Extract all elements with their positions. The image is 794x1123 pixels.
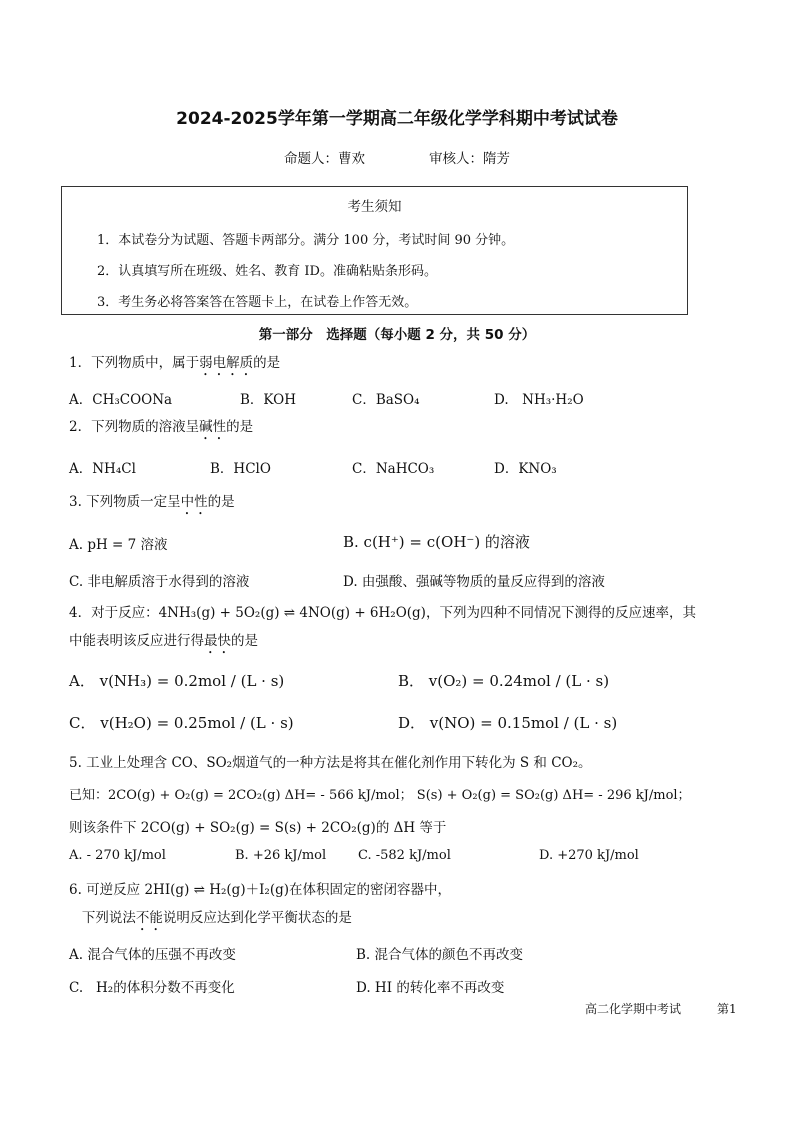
stem-text: 的是 bbox=[231, 633, 258, 649]
q4-option-c: C． v(H₂O) = 0.25mol / (L · s) bbox=[69, 714, 294, 732]
q2-option-a: A．NH₄Cl bbox=[69, 461, 136, 477]
q5-option-a: A. - 270 kJ/mol bbox=[69, 848, 166, 863]
emphasis-text: 弱电解质 bbox=[199, 355, 254, 371]
q1-option-c: C．BaSO₄ bbox=[352, 392, 420, 408]
q6-option-b: B. 混合气体的颜色不再改变 bbox=[356, 947, 524, 963]
emphasis-text: 不能 bbox=[135, 910, 163, 926]
q3-option-b: B. c(H⁺) = c(OH⁻) 的溶液 bbox=[343, 533, 530, 551]
q2-option-b: B．HClO bbox=[210, 461, 271, 477]
q5-option-d: D. +270 kJ/mol bbox=[539, 848, 639, 863]
stem-text: 2．下列物质的溶液呈 bbox=[69, 419, 200, 435]
emphasis-text: 最快 bbox=[204, 633, 231, 649]
stem-text: 说明反应达到化学平衡状态的是 bbox=[162, 910, 352, 926]
stem-text: 的是 bbox=[226, 419, 254, 435]
question-5-stem-line3: 则该条件下 2CO(g) + SO₂(g) = S(s) + 2CO₂(g)的 ΔH 等于 bbox=[69, 820, 447, 836]
emphasis-text: 中性 bbox=[180, 494, 208, 510]
notice-box bbox=[61, 186, 688, 315]
q4-option-d: D． v(NO) = 0.15mol / (L · s) bbox=[398, 714, 618, 732]
q1-option-b: B．KOH bbox=[240, 392, 296, 408]
q1-option-a: A．CH₃COONa bbox=[69, 392, 173, 408]
page-footer bbox=[585, 1000, 737, 1017]
q4-option-a: A． v(NH₃) = 0.2mol / (L · s) bbox=[69, 672, 285, 690]
q3-option-c: C. 非电解质溶于水得到的溶液 bbox=[69, 574, 250, 590]
author-label: 命题人：曹欢 bbox=[284, 151, 365, 167]
notice-item: 2．认真填写所在班级、姓名、教育 ID。准确粘贴条形码。 bbox=[97, 264, 437, 279]
question-5-stem-line1: 5. 工业上处理含 CO、SO₂烟道气的一种方法是将其在催化剂作用下转化为 S 和 CO₂。 bbox=[69, 755, 592, 771]
notice-title: 考生须知 bbox=[347, 199, 402, 215]
question-4-stem-line1: 4．对于反应：4NH₃(g) + 5O₂(g) ⇌ 4NO(g) + 6H₂O(g)，下列为四种不同情况下测得的反应速率，其 bbox=[69, 605, 696, 621]
emphasis-text: 碱性 bbox=[199, 419, 227, 435]
q6-option-c: C. H₂的体积分数不再变化 bbox=[69, 980, 235, 996]
stem-text: 3. 下列物质一定呈 bbox=[69, 494, 181, 510]
stem-text: 的是 bbox=[253, 355, 281, 371]
q1-option-d: D. NH₃·H₂O bbox=[494, 392, 584, 408]
question-4-stem-line2 bbox=[69, 629, 258, 657]
q5-option-c: C. -582 kJ/mol bbox=[358, 848, 451, 863]
question-6-stem-line1: 6. 可逆反应 2HI(g) ⇌ H₂(g)＋I₂(g)在体积固定的密闭容器中， bbox=[69, 882, 452, 898]
page-title: 2024-2025学年第一学期高二年级化学学科期中考试试卷 bbox=[176, 109, 618, 129]
question-2-stem bbox=[69, 415, 253, 443]
footer-page: 第1 bbox=[717, 1002, 737, 1016]
stem-text: 的是 bbox=[207, 494, 235, 510]
q6-option-d: D. HI 的转化率不再改变 bbox=[356, 980, 505, 996]
question-6-stem-line2 bbox=[69, 906, 352, 934]
q2-option-c: C．NaHCO₃ bbox=[352, 461, 435, 477]
reviewer-label: 审核人：隋芳 bbox=[429, 151, 510, 167]
notice-item: 1．本试卷分为试题、答题卡两部分。满分 100 分，考试时间 90 分钟。 bbox=[97, 233, 515, 248]
question-3-stem bbox=[69, 490, 235, 518]
q5-option-b: B. +26 kJ/mol bbox=[235, 848, 327, 863]
footer-left: 高二化学期中考试 bbox=[585, 1002, 682, 1016]
q3-option-d: D. 由强酸、强碱等物质的量反应得到的溶液 bbox=[343, 574, 605, 590]
q3-option-a: A. pH = 7 溶液 bbox=[69, 537, 168, 553]
q6-option-a: A. 混合气体的压强不再改变 bbox=[69, 947, 236, 963]
stem-text: 1．下列物质中，属于 bbox=[69, 355, 200, 371]
q2-option-d: D．KNO₃ bbox=[494, 461, 557, 477]
q4-option-b: B． v(O₂) = 0.24mol / (L · s) bbox=[398, 672, 610, 690]
notice-item: 3．考生务必将答案答在答题卡上，在试卷上作答无效。 bbox=[97, 295, 418, 310]
question-5-stem-line2: 已知：2CO(g) + O₂(g) = 2CO₂(g) ΔH= - 566 kJ/mol； S(s) + O₂(g) = SO₂(g) ΔH= - 296 kJ/mol； bbox=[69, 788, 691, 803]
stem-text: 中能表明该反应进行得 bbox=[69, 633, 204, 649]
section-title: 第一部分 选择题（每小题 2 分，共 50 分） bbox=[258, 327, 536, 343]
question-1-stem bbox=[69, 351, 280, 379]
stem-text: 下列说法 bbox=[69, 910, 136, 926]
authors-line bbox=[0, 147, 794, 167]
